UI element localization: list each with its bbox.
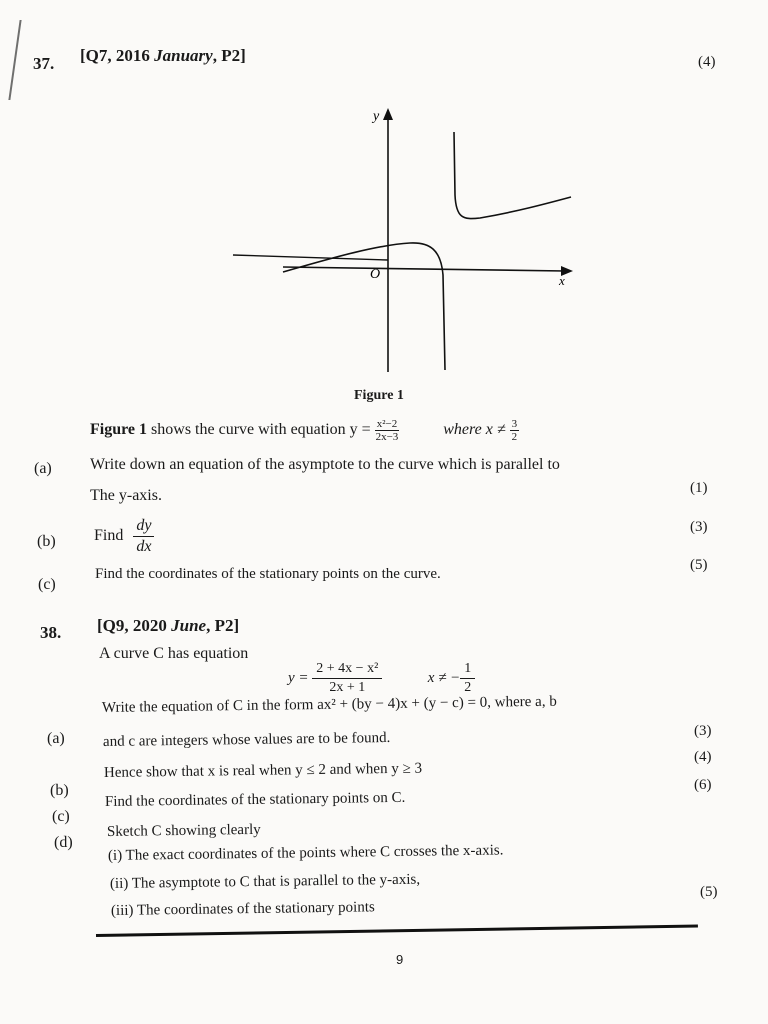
- q38-intro: A curve C has equation: [99, 645, 249, 662]
- q37-ref-close: , P2]: [212, 46, 246, 65]
- q37-where-num: 3: [511, 418, 518, 430]
- y-axis-arrow: [383, 108, 393, 120]
- q38-eq-denominator: 2x + 1: [329, 680, 366, 695]
- y-axis-label: y: [373, 109, 380, 124]
- q37-intro: [90, 418, 519, 443]
- q37-ref-open: [Q7, 2016: [80, 46, 155, 65]
- q37-intro-text: shows the curve with equation y =: [147, 421, 375, 439]
- curve-left-branch: [283, 243, 445, 370]
- q37-part-a-label: (a): [34, 460, 52, 477]
- q38-part-a-line2: and c are integers whose values are to be found.: [102, 729, 391, 750]
- q38-part-b-label: (b): [50, 782, 69, 799]
- q38-eq-lhs: y =: [288, 669, 313, 686]
- q38-part-c-marks: (6): [694, 777, 712, 793]
- q37-part-b: [94, 516, 154, 557]
- q37-intro-bold: Figure 1: [90, 421, 148, 439]
- q38-eq-condition: x ≠ −: [427, 669, 461, 686]
- q37-part-b-label: (b): [37, 533, 56, 550]
- q38-sub-item-ii: (ii) The asymptote to C that is parallel to the y-axis,: [109, 871, 421, 892]
- q38-cond-fraction: [460, 660, 475, 697]
- q38-part-a-line1: Write the equation of C in the form ax² + (by − 4)x + (y − c) = 0, where a, b: [101, 693, 557, 716]
- page-edge-shadow: [0, 20, 22, 100]
- q38-eq-numerator: 2 + 4x − x²: [312, 660, 382, 679]
- q37-part-b-marks: (3): [690, 519, 708, 535]
- q38-sub-item-i: (i) The exact coordinates of the points where C crosses the x-axis.: [107, 842, 504, 864]
- q37-part-c-label: (c): [38, 576, 56, 593]
- x-axis: [283, 267, 565, 271]
- q37-part-a-marks: (1): [690, 480, 708, 496]
- q38-cond-num: 1: [460, 660, 475, 679]
- q38-equation: [288, 660, 475, 697]
- q38-part-c-label: (c): [52, 808, 70, 825]
- q38-part-a-label: (a): [47, 730, 65, 747]
- page-number: 9: [396, 952, 404, 967]
- q38-part-b-text: Hence show that x is real when y ≤ 2 and when y ≥ 3: [103, 760, 423, 781]
- q38-reference: [97, 616, 239, 636]
- q37-part-a-line1: Write down an equation of the asymptote to the curve which is parallel to: [90, 456, 560, 473]
- q37-part-c-text: Find the coordinates of the stationary points on the curve.: [95, 566, 441, 582]
- q37-eq-denominator: 2x−3: [375, 431, 399, 443]
- q38-part-b-marks: (4): [694, 749, 712, 765]
- q37-part-b-text: Find: [94, 527, 124, 545]
- q37-part-a-line2: The y-axis.: [90, 487, 162, 504]
- q38-ref-open: [Q9, 2020: [97, 616, 172, 635]
- dx-denominator: dx: [136, 538, 152, 555]
- horizontal-guide-line: [233, 255, 388, 260]
- q37-part-c-marks: (5): [690, 557, 708, 573]
- q37-ref-session: January: [154, 46, 213, 65]
- q37-equation-fraction: [375, 418, 400, 443]
- q37-number: 37.: [33, 54, 55, 73]
- origin-label: O: [370, 267, 381, 282]
- dy-numerator: dy: [133, 516, 154, 537]
- figure-caption: Figure 1: [354, 388, 404, 403]
- q37-eq-numerator: x²−2: [376, 418, 398, 430]
- q38-part-c-text: Find the coordinates of the stationary points on C.: [104, 789, 406, 810]
- q37-marks-top: (4): [698, 54, 716, 70]
- q38-part-a-marks: (3): [694, 723, 712, 739]
- dy-dx-fraction: [133, 516, 154, 557]
- figure-1-graph: [225, 100, 585, 380]
- x-axis-label: x: [559, 273, 565, 288]
- q37-where-den: 2: [511, 431, 518, 443]
- q38-number: 38.: [40, 623, 62, 642]
- q38-part-d-marks: (5): [700, 884, 718, 900]
- curve-right-branch: [454, 132, 571, 219]
- q38-ref-session: June: [171, 616, 207, 635]
- q37-where-fraction: [510, 418, 520, 443]
- q37-where-text: where x ≠: [443, 421, 510, 439]
- q38-cond-den: 2: [464, 680, 472, 695]
- q37-reference: [80, 46, 246, 66]
- q38-part-d-text: Sketch C showing clearly: [106, 821, 261, 840]
- q38-sub-item-iii: (iii) The coordinates of the stationary points: [110, 899, 375, 919]
- footer-rule: [96, 925, 698, 937]
- q38-eq-fraction: [312, 660, 382, 697]
- q38-ref-close: , P2]: [206, 616, 240, 635]
- q38-part-d-label: (d): [54, 834, 73, 851]
